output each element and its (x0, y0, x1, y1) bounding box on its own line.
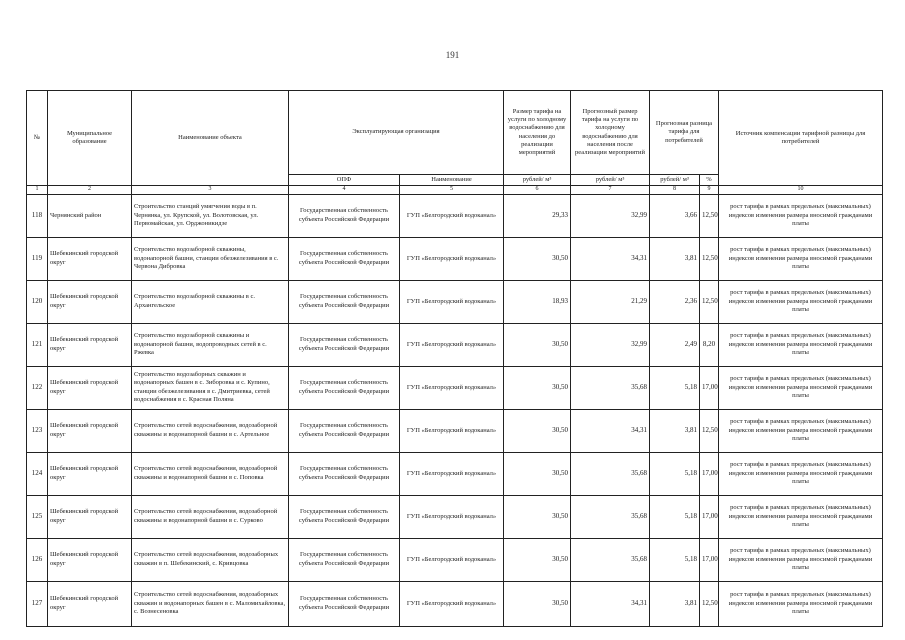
row-operator-name: ГУП «Белгородский водоканал» (400, 495, 504, 538)
header-municipality: Муниципальное образование (48, 91, 132, 186)
header-tariff-after: Прогнозный размер тарифа на услуги по холодному водоснабжению для населения после реализации мероприятий (571, 91, 650, 175)
row-object: Строительство станций умягчения воды в п. Чернянка, ул. Крупской, ул. Волотовская, ул. Первомайская, ул. Орджоникидзе (132, 194, 289, 237)
table-row (27, 581, 883, 626)
row-source: рост тарифа в рамках предельных (максимальных) индексов изменения размера вносимой гражданами платы (719, 495, 883, 538)
row-diff-rub: 5,18 (650, 495, 700, 538)
row-operator-name: ГУП «Белгородский водоканал» (400, 538, 504, 581)
tariff-table (26, 90, 883, 627)
row-tariff-after: 35,68 (571, 538, 650, 581)
table-row (27, 323, 883, 366)
row-number: 120 (27, 280, 48, 323)
row-opf: Государственная собственность субъекта Российской Федерации (289, 280, 400, 323)
row-municipality: Шебекинский городской округ (48, 237, 132, 280)
row-diff-rub: 3,81 (650, 237, 700, 280)
row-opf: Государственная собственность субъекта Российской Федерации (289, 194, 400, 237)
table-row (27, 409, 883, 452)
row-tariff-after: 32,99 (571, 194, 650, 237)
row-tariff-before: 30,50 (504, 581, 571, 626)
row-tariff-after: 35,68 (571, 366, 650, 409)
row-tariff-before: 29,33 (504, 194, 571, 237)
row-source: рост тарифа в рамках предельных (максимальных) индексов изменения размера вносимой гражданами платы (719, 280, 883, 323)
col-number: 3 (132, 186, 289, 195)
table-body (27, 194, 883, 626)
row-operator-name: ГУП «Белгородский водоканал» (400, 237, 504, 280)
header-no: № (27, 91, 48, 186)
row-object: Строительство водозаборной скважины в с. Архангельское (132, 280, 289, 323)
row-operator-name: ГУП «Белгородский водоканал» (400, 581, 504, 626)
row-tariff-before: 30,50 (504, 452, 571, 495)
header-unit-before: рублей/ м³ (504, 175, 571, 186)
table-row (27, 452, 883, 495)
header-opf: ОПФ (289, 175, 400, 186)
row-operator-name: ГУП «Белгородский водоканал» (400, 194, 504, 237)
row-opf: Государственная собственность субъекта Российской Федерации (289, 323, 400, 366)
row-opf: Государственная собственность субъекта Российской Федерации (289, 409, 400, 452)
header-unit-pct: % (700, 175, 719, 186)
header-operator: Эксплуатирующая организация (289, 91, 504, 175)
table-row (27, 194, 883, 237)
row-municipality: Шебекинский городской округ (48, 366, 132, 409)
row-source: рост тарифа в рамках предельных (максимальных) индексов изменения размера вносимой гражданами платы (719, 452, 883, 495)
row-municipality: Шебекинский городской округ (48, 280, 132, 323)
header-unit-after: рублей/ м³ (571, 175, 650, 186)
col-number: 2 (48, 186, 132, 195)
row-diff-rub: 5,18 (650, 366, 700, 409)
row-source: рост тарифа в рамках предельных (максимальных) индексов изменения размера вносимой гражданами платы (719, 194, 883, 237)
row-number: 127 (27, 581, 48, 626)
row-source: рост тарифа в рамках предельных (максимальных) индексов изменения размера вносимой гражданами платы (719, 581, 883, 626)
row-tariff-before: 30,50 (504, 323, 571, 366)
col-number: 6 (504, 186, 571, 195)
row-tariff-after: 32,99 (571, 323, 650, 366)
row-tariff-after: 34,31 (571, 237, 650, 280)
row-operator-name: ГУП «Белгородский водоканал» (400, 366, 504, 409)
row-opf: Государственная собственность субъекта Российской Федерации (289, 366, 400, 409)
header-tariff-before: Размер тарифа на услуги по холодному водоснабжению для населения до реализации мероприятий (504, 91, 571, 175)
row-municipality: Шебекинский городской округ (48, 409, 132, 452)
row-tariff-after: 34,31 (571, 581, 650, 626)
row-diff-pct: 12,50 (700, 194, 719, 237)
row-number: 123 (27, 409, 48, 452)
header-unit-diff: рублей/ м³ (650, 175, 700, 186)
row-diff-pct: 17,00 (700, 366, 719, 409)
table-row (27, 366, 883, 409)
row-source: рост тарифа в рамках предельных (максимальных) индексов изменения размера вносимой гражданами платы (719, 538, 883, 581)
row-source: рост тарифа в рамках предельных (максимальных) индексов изменения размера вносимой гражданами платы (719, 366, 883, 409)
row-object: Строительство сетей водоснабжения, водозаборных скважин в п. Шебекинский, с. Кривцовка (132, 538, 289, 581)
row-municipality: Шебекинский городской округ (48, 581, 132, 626)
row-number: 122 (27, 366, 48, 409)
row-tariff-after: 35,68 (571, 495, 650, 538)
row-object: Строительство водозаборных скважин и водонапорных башен в с. Зиборовка и с. Купино, станции обезжелезивания в с. Дмитриевка, сетей водоснабжения в с. Красная Поляна (132, 366, 289, 409)
row-diff-pct: 8,20 (700, 323, 719, 366)
row-tariff-before: 30,50 (504, 237, 571, 280)
row-diff-pct: 12,50 (700, 581, 719, 626)
row-tariff-before: 18,93 (504, 280, 571, 323)
row-source: рост тарифа в рамках предельных (максимальных) индексов изменения размера вносимой гражданами платы (719, 323, 883, 366)
row-object: Строительство сетей водоснабжения, водозаборной скважины и водонапорной башни в с. Артельное (132, 409, 289, 452)
row-number: 126 (27, 538, 48, 581)
row-object: Строительство водозаборной скважины и водонапорной башни, водопроводных сетей в с. Ржевка (132, 323, 289, 366)
row-opf: Государственная собственность субъекта Российской Федерации (289, 495, 400, 538)
row-object: Строительство сетей водоснабжения, водозаборной скважины и водонапорной башни в с. Поповка (132, 452, 289, 495)
row-number: 125 (27, 495, 48, 538)
row-tariff-after: 34,31 (571, 409, 650, 452)
row-municipality: Чернянский район (48, 194, 132, 237)
row-operator-name: ГУП «Белгородский водоканал» (400, 280, 504, 323)
row-diff-rub: 5,18 (650, 538, 700, 581)
row-diff-rub: 3,81 (650, 581, 700, 626)
row-diff-rub: 2,49 (650, 323, 700, 366)
table-row (27, 237, 883, 280)
row-tariff-after: 21,29 (571, 280, 650, 323)
row-source: рост тарифа в рамках предельных (максимальных) индексов изменения размера вносимой гражданами платы (719, 237, 883, 280)
row-operator-name: ГУП «Белгородский водоканал» (400, 409, 504, 452)
page-number: 191 (445, 50, 460, 60)
row-diff-pct: 17,00 (700, 452, 719, 495)
row-municipality: Шебекинский городской округ (48, 495, 132, 538)
row-opf: Государственная собственность субъекта Российской Федерации (289, 237, 400, 280)
row-object: Строительство водозаборной скважины, водонапорной башни, станции обезжелезивания в с. Червона Дибровка (132, 237, 289, 280)
row-number: 121 (27, 323, 48, 366)
row-diff-pct: 12,50 (700, 237, 719, 280)
row-diff-rub: 2,36 (650, 280, 700, 323)
row-object: Строительство сетей водоснабжения, водозаборных скважин и водонапорных башен в с. Маломихайловка, с. Вознесеновка (132, 581, 289, 626)
row-diff-rub: 3,66 (650, 194, 700, 237)
row-tariff-before: 30,50 (504, 409, 571, 452)
row-diff-pct: 12,50 (700, 409, 719, 452)
header-diff: Прогнозная разница тарифа для потребителей (650, 91, 719, 175)
header-name: Наименование (400, 175, 504, 186)
row-number: 119 (27, 237, 48, 280)
header-source: Источник компенсации тарифной разницы для потребителей (719, 91, 883, 186)
row-diff-rub: 3,81 (650, 409, 700, 452)
col-number: 9 (700, 186, 719, 195)
row-municipality: Шебекинский городской округ (48, 323, 132, 366)
table-row (27, 495, 883, 538)
row-tariff-before: 30,50 (504, 495, 571, 538)
row-opf: Государственная собственность субъекта Российской Федерации (289, 581, 400, 626)
row-operator-name: ГУП «Белгородский водоканал» (400, 452, 504, 495)
col-number: 7 (571, 186, 650, 195)
header-object: Наименование объекта (132, 91, 289, 186)
row-opf: Государственная собственность субъекта Российской Федерации (289, 452, 400, 495)
row-diff-pct: 17,00 (700, 538, 719, 581)
row-municipality: Шебекинский городской округ (48, 452, 132, 495)
row-municipality: Шебекинский городской округ (48, 538, 132, 581)
row-tariff-before: 30,50 (504, 538, 571, 581)
row-diff-rub: 5,18 (650, 452, 700, 495)
row-number: 124 (27, 452, 48, 495)
col-number: 5 (400, 186, 504, 195)
row-source: рост тарифа в рамках предельных (максимальных) индексов изменения размера вносимой гражданами платы (719, 409, 883, 452)
row-operator-name: ГУП «Белгородский водоканал» (400, 323, 504, 366)
col-number: 10 (719, 186, 883, 195)
col-number: 4 (289, 186, 400, 195)
row-diff-pct: 17,00 (700, 495, 719, 538)
col-number: 8 (650, 186, 700, 195)
row-tariff-after: 35,68 (571, 452, 650, 495)
row-tariff-before: 30,50 (504, 366, 571, 409)
table-row (27, 538, 883, 581)
row-opf: Государственная собственность субъекта Российской Федерации (289, 538, 400, 581)
row-number: 118 (27, 194, 48, 237)
row-diff-pct: 12,50 (700, 280, 719, 323)
row-object: Строительство сетей водоснабжения, водозаборной скважины и водонапорной башни в с. Сурково (132, 495, 289, 538)
col-number: 1 (27, 186, 48, 195)
table-row (27, 280, 883, 323)
